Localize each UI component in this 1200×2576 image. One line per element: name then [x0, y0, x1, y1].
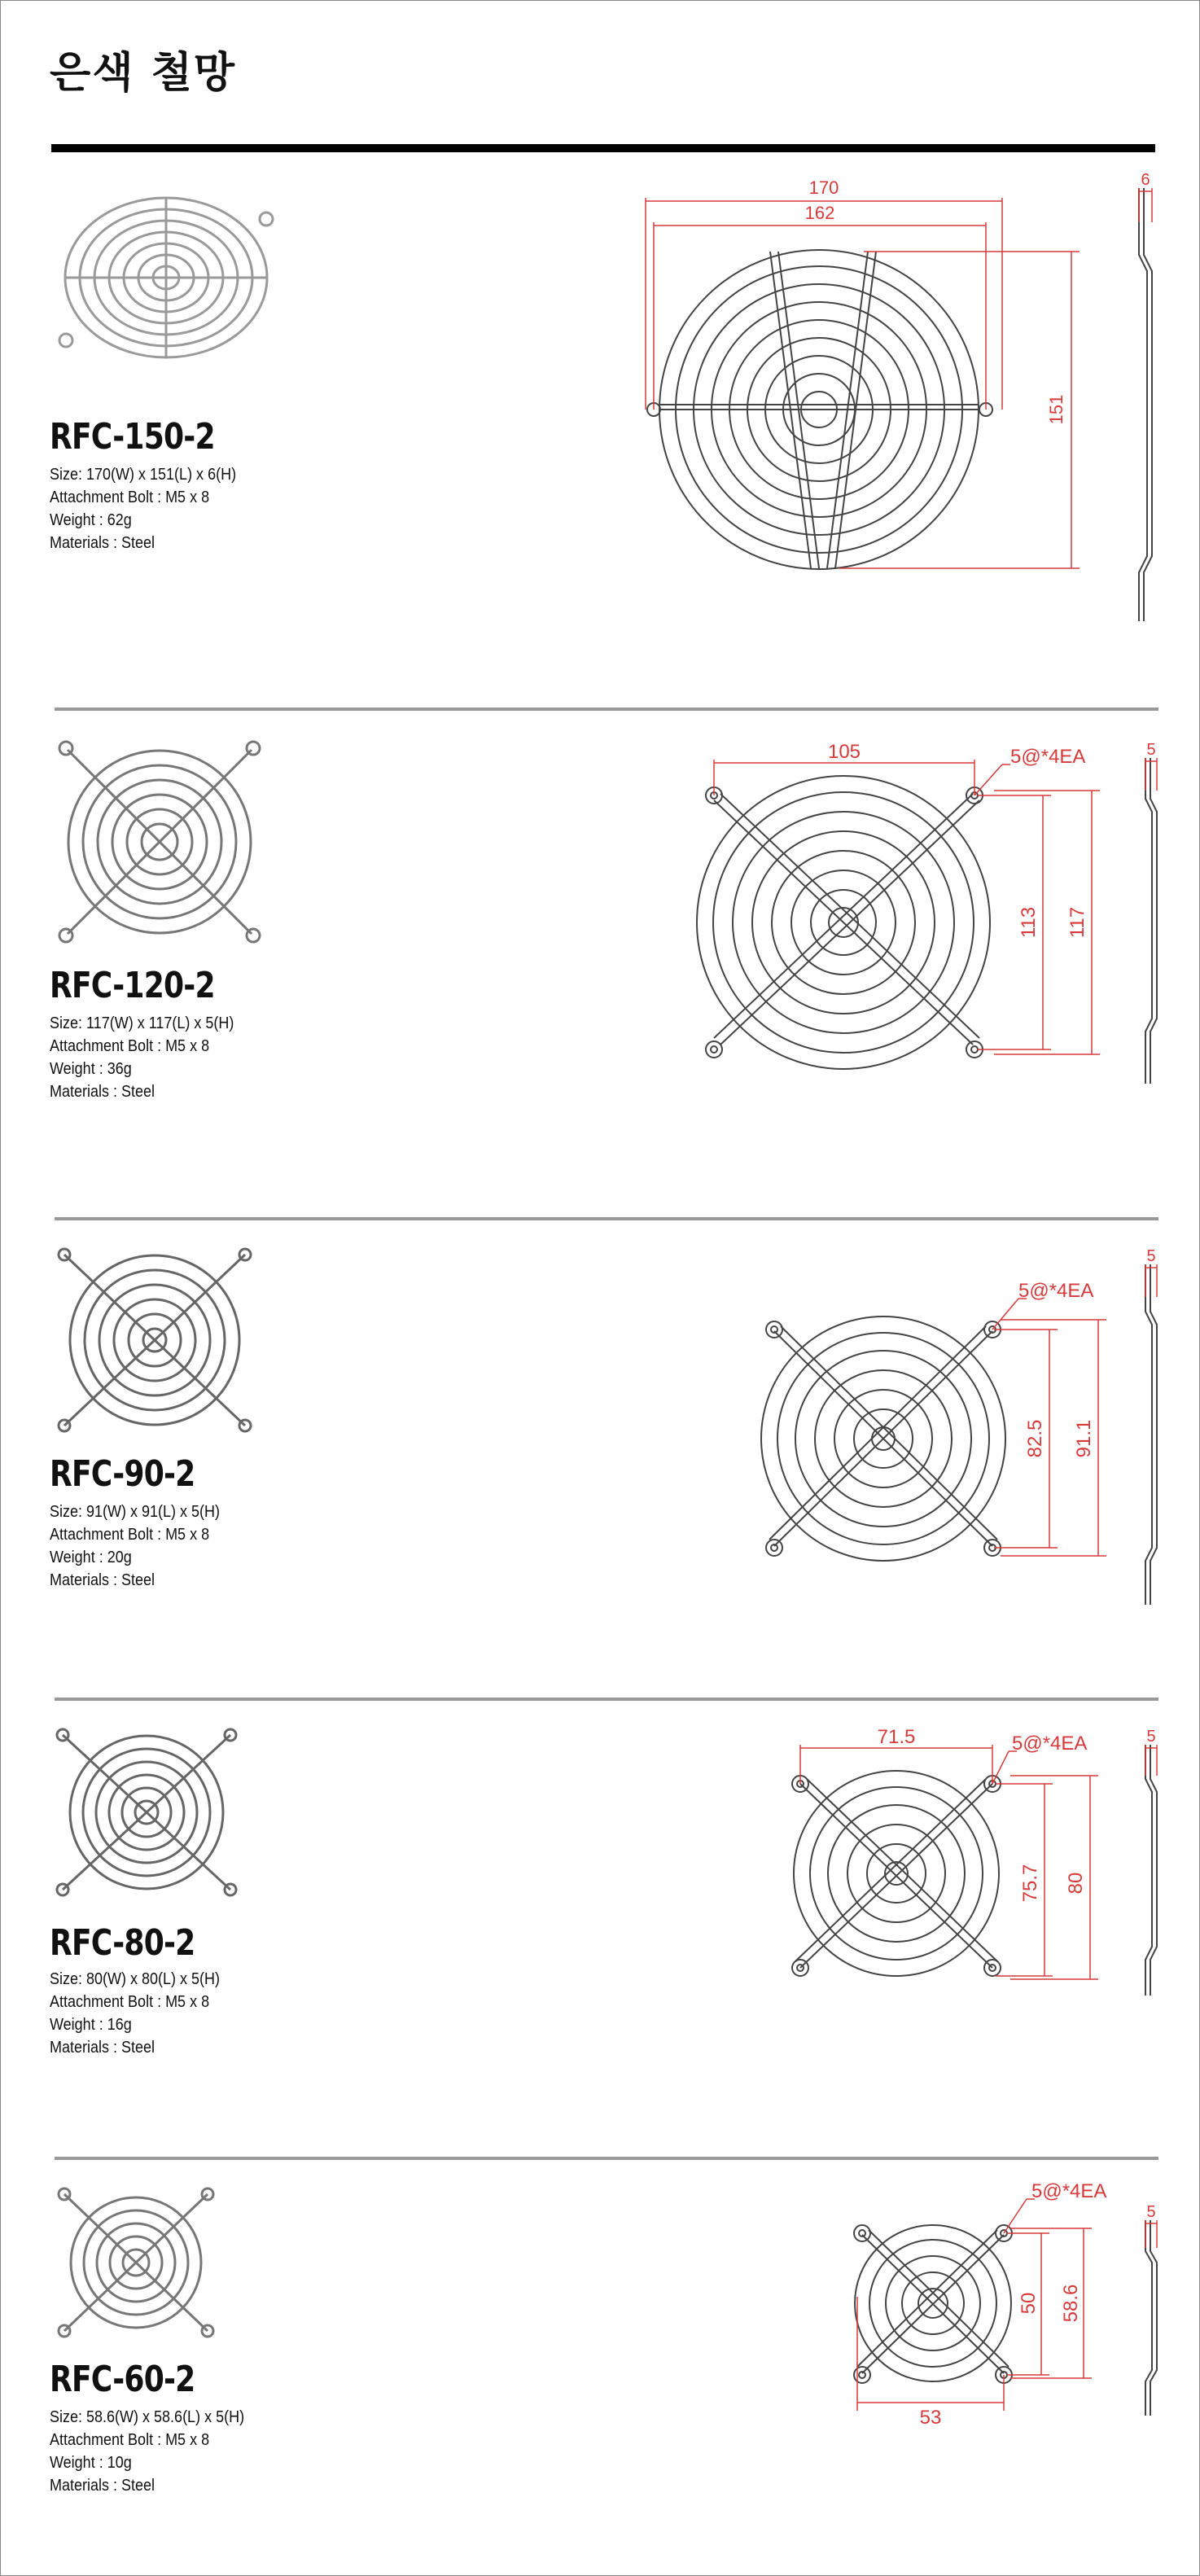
dim-height: 151 — [1046, 394, 1066, 425]
spec-list — [50, 1012, 234, 1103]
dim-outer: 58.6 — [1060, 2284, 1082, 2323]
product-photo — [55, 2184, 217, 2339]
spec-material: Materials : Steel — [50, 1571, 155, 1589]
spec-bolt: Attachment Bolt : M5 x 8 — [50, 2431, 210, 2449]
page-title: 은색 철망 — [50, 49, 237, 98]
dim-outer: 91.1 — [1073, 1419, 1095, 1458]
technical-drawing-side — [1131, 1246, 1172, 1613]
dim-holes: 5@*4EA — [1012, 1733, 1088, 1755]
technical-drawing-side — [1131, 2202, 1172, 2422]
section-divider — [55, 2157, 1158, 2160]
product-photo — [53, 1727, 240, 1898]
spec-weight: Weight : 16g — [50, 2016, 132, 2034]
technical-drawing-side — [1124, 173, 1173, 629]
spec-material: Materials : Steel — [50, 2477, 155, 2495]
title-rule — [51, 144, 1155, 152]
technical-drawing-front — [685, 738, 1124, 1097]
dim-outer: 80 — [1065, 1872, 1087, 1895]
spec-material: Materials : Steel — [50, 2039, 155, 2057]
dim-thickness: 5 — [1146, 1247, 1156, 1265]
spec-bolt: Attachment Bolt : M5 x 8 — [50, 1526, 210, 1544]
model-name: RFC-90-2 — [50, 1453, 195, 1495]
spec-list — [50, 463, 236, 554]
technical-drawing-front — [750, 1263, 1116, 1572]
spec-size: Size: 170(W) x 151(L) x 6(H) — [50, 466, 237, 484]
dim-thickness: 5 — [1146, 741, 1156, 759]
dim-hole-pitch-width: 71.5 — [877, 1726, 916, 1748]
model-name: RFC-80-2 — [50, 1922, 195, 1964]
dim-hole-pitch-height: 113 — [1018, 906, 1040, 939]
product-photo — [50, 740, 269, 944]
spec-weight: Weight : 36g — [50, 1060, 132, 1078]
spec-bolt: Attachment Bolt : M5 x 8 — [50, 488, 210, 506]
technical-drawing-front — [782, 1711, 1108, 1996]
model-name: RFC-120-2 — [50, 965, 215, 1006]
spec-weight: Weight : 10g — [50, 2454, 132, 2472]
spec-material: Materials : Steel — [50, 1083, 155, 1101]
dim-hole-pitch-width: 105 — [827, 741, 861, 763]
technical-drawing-front — [636, 173, 1092, 597]
dim-holes: 5@*4EA — [1031, 2180, 1107, 2202]
dim-hole-pitch: 162 — [804, 203, 835, 223]
dim-holes: 5@*4EA — [1010, 746, 1086, 768]
spec-list — [50, 1968, 220, 2059]
technical-drawing-side — [1131, 742, 1172, 1092]
dim-thickness: 5 — [1146, 2203, 1156, 2221]
spec-size: Size: 117(W) x 117(L) x 5(H) — [50, 1014, 234, 1032]
dim-thickness: 5 — [1146, 1728, 1156, 1746]
spec-weight: Weight : 20g — [50, 1549, 132, 1566]
product-photo — [53, 1246, 256, 1434]
spec-material: Materials : Steel — [50, 534, 155, 552]
dim-hole-pitch-height: 50 — [1018, 2292, 1040, 2315]
dim-outer: 117 — [1066, 906, 1088, 939]
spec-weight: Weight : 62g — [50, 511, 132, 529]
dim-thickness: 6 — [1141, 171, 1150, 189]
dim-outer-width: 170 — [808, 177, 839, 198]
spec-bolt: Attachment Bolt : M5 x 8 — [50, 1993, 210, 2011]
dim-hole-pitch-width: 53 — [919, 2407, 942, 2429]
model-name: RFC-60-2 — [50, 2359, 195, 2400]
dim-holes: 5@*4EA — [1018, 1280, 1094, 1302]
spec-list — [50, 2406, 244, 2497]
dim-hole-pitch: 82.5 — [1024, 1419, 1046, 1458]
spec-bolt: Attachment Bolt : M5 x 8 — [50, 1037, 210, 1055]
spec-size: Size: 80(W) x 80(L) x 5(H) — [50, 1970, 221, 1988]
spec-size: Size: 58.6(W) x 58.6(L) x 5(H) — [50, 2408, 245, 2426]
section-divider — [55, 1698, 1158, 1701]
product-photo — [48, 173, 284, 361]
section-divider — [55, 1217, 1158, 1220]
technical-drawing-side — [1131, 1727, 1172, 2004]
section-divider — [55, 708, 1158, 711]
dim-hole-pitch-height: 75.7 — [1019, 1864, 1041, 1903]
spec-list — [50, 1500, 220, 1592]
technical-drawing-front — [839, 2175, 1124, 2435]
model-name: RFC-150-2 — [50, 416, 215, 458]
spec-size: Size: 91(W) x 91(L) x 5(H) — [50, 1503, 221, 1521]
